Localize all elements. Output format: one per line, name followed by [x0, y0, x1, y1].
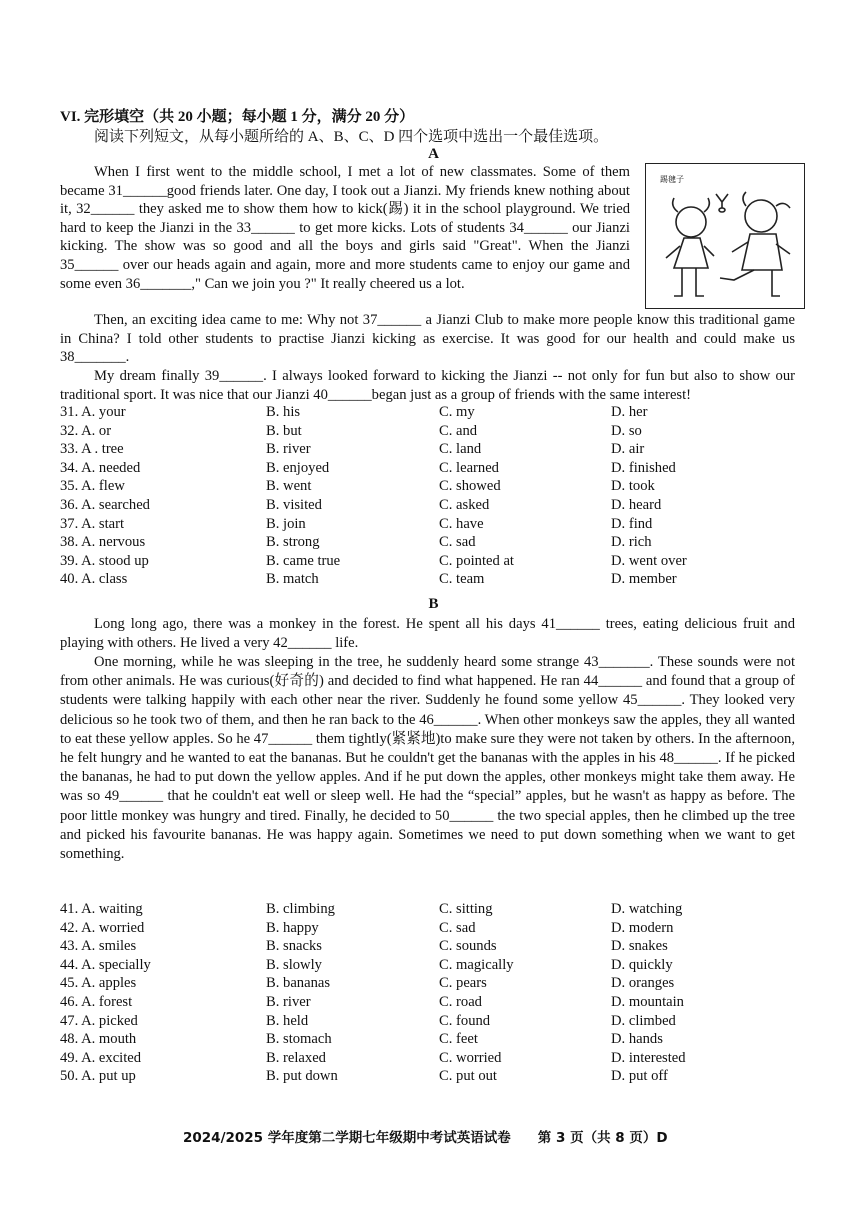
- picture-caption: 踢毽子: [660, 175, 684, 184]
- option-a: 48. A. mouth: [60, 1031, 137, 1048]
- passage-a-label: A: [428, 146, 439, 162]
- option-c: C. my: [439, 404, 475, 420]
- option-row: [60, 516, 800, 535]
- option-c: C. asked: [439, 496, 490, 513]
- option-d: D. air: [611, 441, 645, 458]
- option-d: D. quickly: [611, 956, 673, 973]
- option-d: D. went over: [611, 552, 687, 569]
- option-c: C. team: [439, 571, 485, 588]
- option-d: D. interested: [611, 1049, 686, 1066]
- passage-b-label: B: [428, 596, 439, 612]
- option-a: 39. A. stood up: [60, 552, 149, 569]
- option-d: D. climbed: [611, 1012, 676, 1029]
- option-b: B. match: [266, 571, 319, 588]
- option-row: [60, 441, 800, 460]
- option-b: B. enjoyed: [266, 459, 330, 476]
- option-c: C. showed: [439, 478, 501, 495]
- option-row: [60, 1013, 800, 1032]
- passage-a-paragraph-1: When I first went to the middle school, I met a lot of new classmates. Some of them became 31______good friends later. One day, I took out a Jianzi. My friends knew nothing about it, 32______ they asked me to show them how to kick(踢) it in the school playground. We tried hard to keep the Jianzi in the 33______ to get more kicks. Lots of students 34______ our Jianzi kicking. The show was so good and all the boys and girls said "Great". When the Jianzi 35______ over our heads again and again, more and more students came to enjoy our game and some even 36_______," Can we join you ?" It really cheered us a lot.: [60, 164, 630, 292]
- option-c: C. have: [439, 515, 484, 532]
- option-d: D. her: [611, 404, 648, 420]
- option-row: [60, 901, 800, 920]
- option-b: B. visited: [266, 496, 322, 513]
- option-a: 32. A. or: [60, 422, 112, 439]
- passage-b-paragraph-1: Long long ago, there was a monkey in the forest. He spent all his days 41______ trees, eating delicious fruit and playing with others. He lived a very 42______ life.: [60, 616, 795, 651]
- passage-a-options: [60, 404, 800, 590]
- option-c: C. found: [439, 1012, 491, 1029]
- option-row: [60, 920, 800, 939]
- option-row: [60, 478, 800, 497]
- option-a: 42. A. worried: [60, 919, 145, 936]
- option-d: D. snakes: [611, 938, 668, 955]
- passage-a-paragraph-2: Then, an exciting idea came to me: Why not 37______ a Jianzi Club to make more people know this traditional game in China? I told other students to practise Jianzi kicking as exercise. It was good for our health and could make us 38_______.: [60, 312, 795, 366]
- option-a: 31. A. your: [60, 404, 126, 420]
- option-c: C. sitting: [439, 901, 493, 917]
- option-a: 40. A. class: [60, 571, 128, 588]
- option-a: 37. A. start: [60, 515, 125, 532]
- option-d: D. put off: [611, 1068, 668, 1085]
- passage-a-paragraph-3: My dream finally 39______. I always looked forward to kicking the Jianzi -- not only for fun but also to show our traditional sport. It was nice that our Jianzi 40______began just as a group of friends with the same interest!: [60, 368, 795, 403]
- option-b: B. river: [266, 441, 311, 458]
- option-b: B. his: [266, 404, 301, 420]
- option-b: B. slowly: [266, 956, 322, 973]
- option-row: [60, 1068, 800, 1087]
- option-c: C. learned: [439, 459, 499, 476]
- option-d: D. oranges: [611, 975, 675, 992]
- option-a: 44. A. specially: [60, 956, 151, 973]
- option-a: 49. A. excited: [60, 1049, 142, 1066]
- option-c: C. feet: [439, 1031, 478, 1048]
- option-b: B. came true: [266, 552, 341, 569]
- option-a: 43. A. smiles: [60, 938, 137, 955]
- option-row: [60, 1031, 800, 1050]
- option-b: B. river: [266, 993, 311, 1010]
- option-d: D. heard: [611, 496, 662, 513]
- option-row: [60, 553, 800, 572]
- option-b: B. strong: [266, 534, 320, 551]
- option-row: [60, 497, 800, 516]
- option-c: C. road: [439, 993, 482, 1010]
- option-c: C. sounds: [439, 938, 497, 955]
- jianzi-illustration: [645, 163, 805, 309]
- option-row: [60, 1050, 800, 1069]
- option-c: C. magically: [439, 956, 514, 973]
- option-b: B. happy: [266, 919, 319, 936]
- option-c: C. pears: [439, 975, 487, 992]
- option-row: [60, 534, 800, 553]
- passage-b-paragraph-2: One morning, while he was sleeping in the tree, he suddenly heard some strange 43_______. These sounds were not from other animals. He was curious(好奇的) and decided to find what happened. He ran 44______ and found that a group of students were talking happily with each other near the river. Suddenly he found some yellow 45______. They looked very delicious so he took two of them, and then he ran back to the 46______. When other monkeys saw the apples, they all wanted to eat these yellow apples. So he 47______ them tightly(紧紧地)to make sure they were not taken by others. In the afternoon, he felt hungry and he wanted to eat the bananas. But he couldn't get the bananas with the apples in his 48______. If he picked the bananas, he had to put down the yellow apples. And if he put down the apples, other monkeys might take them away. He was so 49______ that he couldn't eat well or sleep well. He had the “special” apples, but he wasn't as happy as before. The poor little monkey was hungry and tired. Finally, he decided to 50______ the two special apples, then he climbed up the tree and picked his favourite bananas. He was happy again. Sometimes we need to put down something when we want to get something.: [60, 654, 795, 863]
- option-d: D. so: [611, 422, 642, 439]
- option-b: B. put down: [266, 1068, 338, 1085]
- option-row: [60, 975, 800, 994]
- option-c: C. pointed at: [439, 552, 514, 569]
- option-a: 38. A. nervous: [60, 534, 146, 551]
- option-b: B. snacks: [266, 938, 322, 955]
- option-b: B. stomach: [266, 1031, 332, 1048]
- option-b: B. join: [266, 515, 306, 532]
- page-footer: 2024/2025 学年度第二学期七年级期中考试英语试卷 第 3 页（共 8 页）D: [183, 1130, 668, 1146]
- option-c: C. sad: [439, 919, 476, 936]
- option-c: C. put out: [439, 1068, 497, 1085]
- option-b: B. climbing: [266, 901, 335, 917]
- option-a: 47. A. picked: [60, 1012, 138, 1029]
- option-a: 50. A. put up: [60, 1068, 136, 1085]
- option-row: [60, 571, 800, 590]
- option-row: [60, 938, 800, 957]
- option-a: 41. A. waiting: [60, 901, 143, 917]
- option-row: [60, 957, 800, 976]
- option-d: D. hands: [611, 1031, 663, 1048]
- option-d: D. took: [611, 478, 655, 495]
- option-d: D. mountain: [611, 993, 684, 1010]
- option-d: D. modern: [611, 919, 674, 936]
- option-a: 34. A. needed: [60, 459, 141, 476]
- option-d: D. finished: [611, 459, 676, 476]
- instruction: 阅读下列短文，从每小题所给的 A、B、C、D 四个选项中选出一个最佳选项。: [94, 129, 609, 145]
- option-c: C. and: [439, 422, 478, 439]
- option-a: 45. A. apples: [60, 975, 137, 992]
- option-d: D. watching: [611, 901, 683, 917]
- option-b: B. held: [266, 1012, 309, 1029]
- option-row: [60, 404, 800, 423]
- option-row: [60, 460, 800, 479]
- children-kicking-jianzi-drawing: [646, 164, 804, 308]
- option-a: 46. A. forest: [60, 993, 133, 1010]
- option-row: [60, 423, 800, 442]
- option-a: 33. A . tree: [60, 441, 124, 458]
- option-b: B. bananas: [266, 975, 331, 992]
- option-d: D. rich: [611, 534, 652, 551]
- option-b: B. relaxed: [266, 1049, 326, 1066]
- option-c: C. sad: [439, 534, 476, 551]
- section-title: VI. 完形填空（共 20 小题；每小题 1 分，满分 20 分）: [60, 109, 415, 125]
- option-d: D. member: [611, 571, 677, 588]
- option-d: D. find: [611, 515, 653, 532]
- option-b: B. but: [266, 422, 302, 439]
- option-row: [60, 994, 800, 1013]
- option-c: C. worried: [439, 1049, 502, 1066]
- option-a: 36. A. searched: [60, 496, 150, 513]
- option-a: 35. A. flew: [60, 478, 125, 495]
- passage-b-options: [60, 901, 800, 1087]
- option-c: C. land: [439, 441, 482, 458]
- option-b: B. went: [266, 478, 312, 495]
